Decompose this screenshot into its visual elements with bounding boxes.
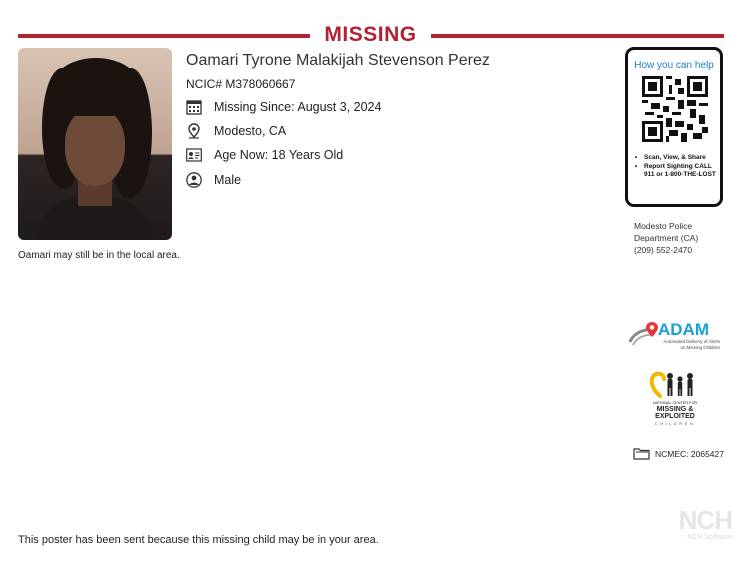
adam-tagline <box>658 339 720 350</box>
sex-row <box>186 170 241 190</box>
police-phone: (209) 552-2470 <box>634 245 693 255</box>
age-text: Age Now: 18 Years Old <box>214 148 344 162</box>
police-name-line2: Department (CA) <box>634 233 699 243</box>
location-row <box>186 121 286 141</box>
adam-tagline-2: on Missing Children <box>680 344 720 350</box>
help-instructions <box>634 154 720 180</box>
folder-icon <box>633 447 650 460</box>
photo-hair-top <box>52 58 140 116</box>
nch-watermark <box>672 505 732 545</box>
calendar-icon <box>186 99 202 115</box>
age-row <box>186 145 343 165</box>
ncmec-case-number: NCMEC: 2065427 <box>655 448 724 459</box>
how-to-help-panel <box>625 47 723 207</box>
how-to-help-title: How you can help <box>634 60 714 71</box>
poster-sent-note: This poster has been sent because this missing child may be in your area. <box>18 534 379 546</box>
ncmec-line3: EXPLOITED <box>655 413 695 420</box>
local-area-note: Oamari may still be in the local area. <box>18 250 180 261</box>
ncmec-line1: NATIONAL CENTER FOR <box>652 401 698 405</box>
missing-since-text: Missing Since: August 3, 2024 <box>214 100 382 114</box>
id-card-icon <box>186 147 202 163</box>
sex-text: Male <box>214 173 242 187</box>
police-name-line1: Modesto Police <box>634 221 693 231</box>
ncmec-line2: MISSING & <box>656 406 694 413</box>
ncmec-line4: CHILDREN <box>654 421 696 426</box>
missing-since-row <box>186 97 381 117</box>
poster-title: MISSING <box>0 23 741 47</box>
police-contact <box>634 220 734 256</box>
adam-tagline-1: Automated Delivery of Alerts <box>663 339 720 344</box>
ncmec-logo <box>646 368 704 428</box>
nch-sub: NCH Software <box>687 534 732 541</box>
location-text: Modesto, CA <box>214 124 287 138</box>
adam-logo <box>628 318 720 354</box>
nch-wordmark: NCH <box>678 505 732 535</box>
help-item-report: • Report Sighting CALL 911 or 1-800-THE-LOST <box>634 163 720 180</box>
adam-wordmark: ADAM <box>658 320 709 339</box>
location-pin-icon <box>186 123 202 139</box>
child-photo <box>18 48 172 240</box>
help-item-scan: • Scan, View, & Share <box>634 154 720 163</box>
photo-face <box>65 108 125 186</box>
ncic-number: NCIC# M378060667 <box>186 77 296 91</box>
person-icon <box>186 172 202 188</box>
ncmec-case-row <box>633 447 724 460</box>
child-name: Oamari Tyrone Malakijah Stevenson Perez <box>186 52 490 69</box>
qr-code[interactable] <box>642 76 708 142</box>
